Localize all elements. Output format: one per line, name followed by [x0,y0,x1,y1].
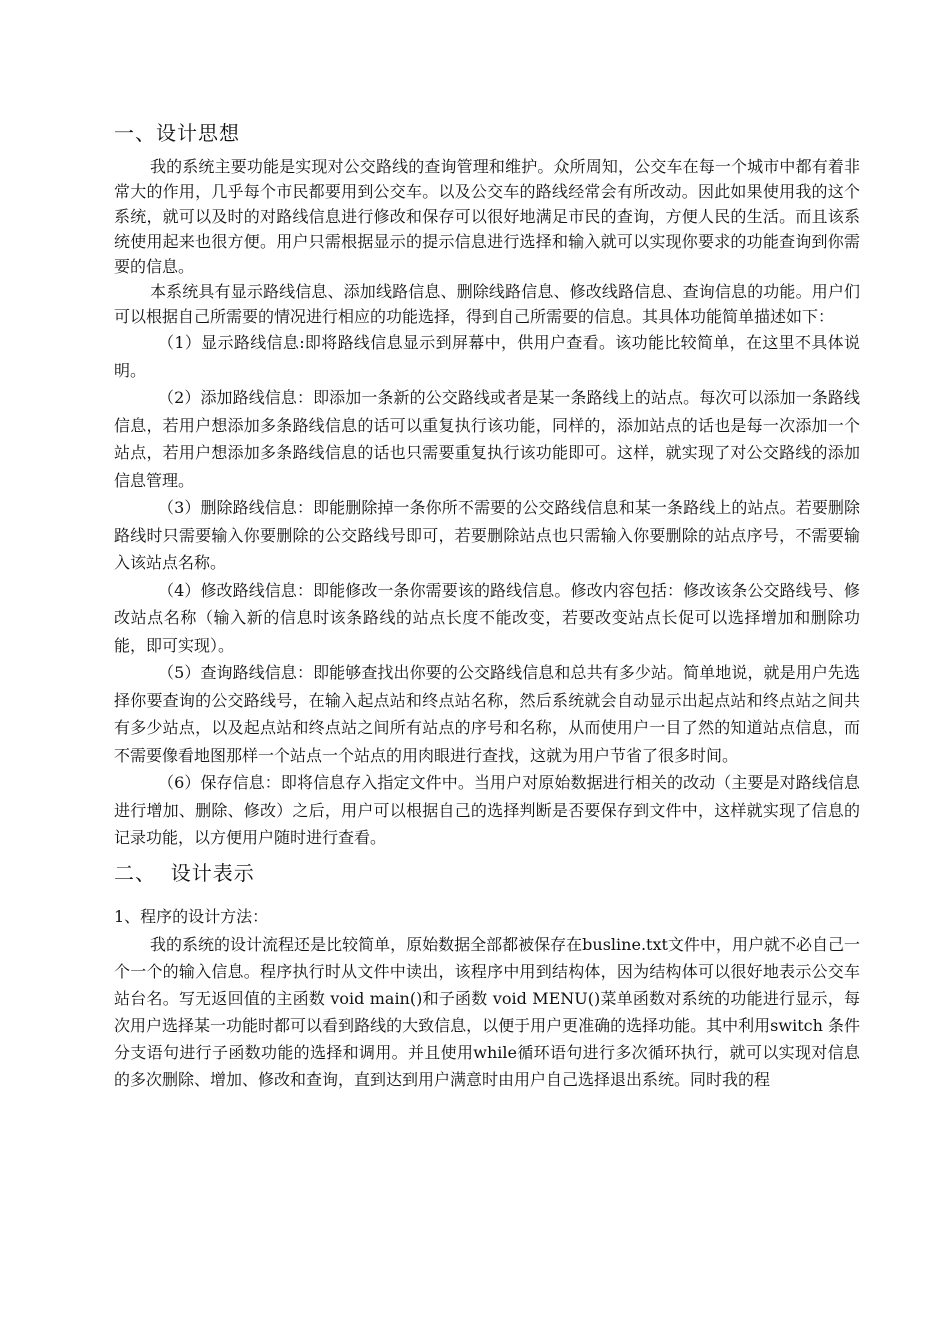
section-2-subheading: 1、程序的设计方法： [114,906,269,926]
feature-item-query: （5）查询路线信息：即能够查找出你要的公交路线信息和总共有多少站。简单地说，就是用户先选择你要查询的公交路线号，在输入起点站和终点站名称，然后系统就会自动显示出起点站和终点站之间共有多少站点，以及起点站和终点站之间所有站点的序号和名称，从而使用户一目了然的知道站点信息，而不需要像看地图那样一个站点一个站点的用肉眼进行查找，这就为用户节省了很多时间。 [114,663,860,765]
feature-item-modify: （4）修改路线信息：即能修改一条你需要该的路线信息。修改内容包括：修改该条公交路线号、修改站点名称（输入新的信息时该条路线的站点长度不能改变，若要改变站点长促可以选择增加和删除功能，即可实现）。 [114,580,860,655]
feature-item-save: （6）保存信息：即将信息存入指定文件中。当用户对原始数据进行相关的改动（主要是对路线信息进行增加、删除、修改）之后，用户可以根据自己的选择判断是否要保存到文件中，这样就实现了信息的记录功能，以方便用户随时进行查看。 [114,773,860,847]
feature-item-add: （2）添加路线信息：即添加一条新的公交路线或者是某一条路线上的站点。每次可以添加一条路线信息，若用户想添加多条路线信息的话可以重复执行该功能，同样的，添加站点的话也是每一次添加一个站点，若用户想添加多条路线信息的话也只需要重复执行该功能即可。这样，就实现了对公交路线的添加信息管理。 [114,388,860,490]
feature-item-display: （1）显示路线信息:即将路线信息显示到屏幕中，供用户查看。该功能比较简单，在这里不具体说明。 [114,333,860,380]
section-2-paragraph-1: 我的系统的设计流程还是比较简单，原始数据全部都被保存在busline.txt文件中，用户就不必自己一个一个的输入信息。程序执行时从文件中读出，该程序中用到结构体，因为结构体可以很好地表示公交车站台名。写无返回值的主函数 void main()和子函数 void MENU()菜单函数对系统的功能进行显示，每次用户选择某一功能时都可以看到路线的大致信息，以便于用户更准确的选择功能。其中利用switch 条件分支语句进行子函数功能的选择和调用。并且使用while循环语句进行多次循环执行，就可以实现对信息的多次删除、增加、修改和查询，直到达到用户满意时由用户自己选择退出系统。同时我的程 [114,934,860,1089]
feature-item-delete: （3）删除路线信息：即能删除掉一条你所不需要的公交路线信息和某一条路线上的站点。若要删除路线时只需要输入你要删除的公交路线号即可，若要删除站点也只需输入你要删除的站点序号，不需要输入该站点名称。 [114,498,860,572]
page-content [114,114,860,1093]
section-1-paragraph-1: 我的系统主要功能是实现对公交路线的查询管理和维护。众所周知，公交车在每一个城市中都有着非常大的作用，几乎每个市民都要用到公交车。以及公交车的路线经常会有所改动。因此如果使用我的这个系统，就可以及时的对路线信息进行修改和保存可以很好地满足市民的查询，方便人民的生活。而且该系统使用起来也很方便。用户只需根据显示的提示信息进行选择和输入就可以实现你要求的功能查询到你需要的信息。 [114,157,860,276]
section-1-heading: 一、设计思想 [114,121,240,145]
section-1-paragraph-2: 本系统具有显示路线信息、添加线路信息、删除线路信息、修改线路信息、查询信息的功能。用户们可以根据自己所需要的情况进行相应的功能选择，得到自己所需要的信息。其具体功能简单描述如下： [114,282,860,326]
section-2-heading: 二、 设计表示 [114,860,255,885]
